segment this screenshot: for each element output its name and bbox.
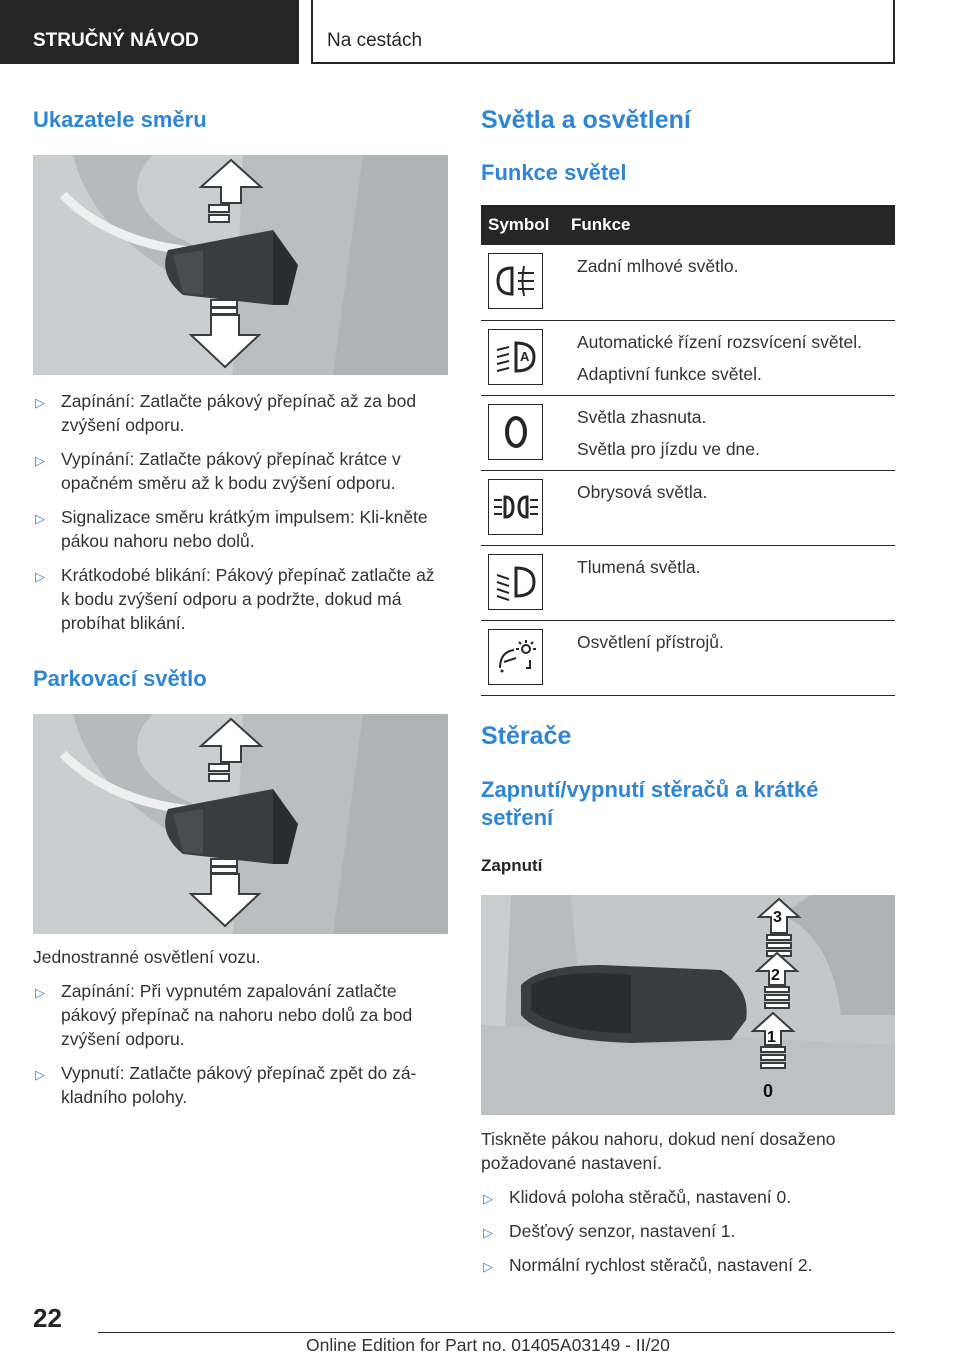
wiper-settings-list bbox=[481, 1185, 895, 1277]
triangle-bullet-icon: ▷ bbox=[35, 1067, 45, 1082]
table-row bbox=[481, 245, 895, 320]
list-item: ▷ Normální rychlost stěračů, nastavení 2. bbox=[481, 1253, 895, 1277]
footer-edition: Online Edition for Part no. 01405A03149 - II/20 bbox=[306, 1335, 670, 1355]
turn-signal-illustration bbox=[33, 155, 448, 375]
function-text: Obrysová světla. bbox=[577, 481, 708, 502]
function-text: Zadní mlhové světlo. bbox=[577, 256, 739, 276]
list-item: ▷ Signalizace směru krátkým impulsem: Kli‐kněte pákou nahoru nebo dolů. bbox=[35, 507, 428, 551]
list-item: ▷ Zapínání: Zatlačte pákový přepínač až za bod zvýšení odporu. bbox=[35, 391, 417, 435]
light-functions-heading: Funkce světel bbox=[481, 160, 627, 185]
wipers-subheading: Zapnutí/vypnutí stěračů a krátké setření bbox=[481, 776, 819, 830]
column-header-symbol: Symbol bbox=[481, 205, 571, 245]
lights-off-icon bbox=[488, 404, 543, 460]
switch-on-intro: Tiskněte pákou nahoru, dokud není dosaženo požadované nastavení. bbox=[481, 1128, 836, 1173]
turn-signal-list bbox=[33, 389, 448, 635]
triangle-bullet-icon: ▷ bbox=[483, 1190, 493, 1206]
function-text: Automatické řízení rozsvícení světel. bbox=[577, 331, 862, 352]
table-row bbox=[481, 545, 895, 620]
parking-light-list bbox=[33, 979, 448, 1109]
turn-signals-heading: Ukazatele směru bbox=[33, 107, 207, 132]
low-beam-icon bbox=[488, 554, 543, 610]
function-text: Světla zhasnuta. bbox=[577, 406, 707, 427]
auto-headlight-icon bbox=[488, 329, 543, 385]
triangle-bullet-icon: ▷ bbox=[35, 395, 45, 410]
wiper-level-label-0: 0 bbox=[763, 1080, 774, 1101]
lights-heading: Světla a osvětlení bbox=[481, 106, 691, 134]
rear-fog-light-icon bbox=[488, 253, 543, 309]
function-text: Adaptivní funkce světel. bbox=[577, 363, 762, 384]
parking-light-heading: Parkovací světlo bbox=[33, 666, 207, 691]
triangle-bullet-icon: ▷ bbox=[483, 1258, 493, 1274]
footer-divider bbox=[98, 1332, 895, 1333]
list-item: ▷ Zapínání: Při vypnutém zapalování zatlačte pákový přepínač na nahoru nebo dolů za bod zvýšení odporu. bbox=[35, 981, 413, 1049]
table-row bbox=[481, 620, 895, 695]
table-row bbox=[481, 470, 895, 545]
parking-light-illustration bbox=[33, 714, 448, 934]
triangle-bullet-icon: ▷ bbox=[35, 511, 45, 526]
triangle-bullet-icon: ▷ bbox=[35, 569, 45, 584]
triangle-bullet-icon: ▷ bbox=[35, 453, 45, 468]
instrument-lighting-icon bbox=[488, 629, 543, 685]
light-functions-table bbox=[481, 205, 895, 696]
list-item: ▷ Vypnutí: Zatlačte pákový přepínač zpět do zá‐kladního polohy. bbox=[35, 1063, 417, 1107]
triangle-bullet-icon: ▷ bbox=[35, 985, 45, 1000]
function-text: Světla pro jízdu ve dne. bbox=[577, 438, 760, 459]
list-item: ▷ Klidová poloha stěračů, nastavení 0. bbox=[481, 1185, 895, 1209]
list-item: ▷ Krátkodobé blikání: Pákový přepínač zatlačte až k bodu zvýšení odporu a podržte, dokud má probíhat blikání. bbox=[35, 565, 435, 633]
page-number: 22 bbox=[33, 1303, 62, 1333]
table-row bbox=[481, 320, 895, 395]
wiper-level-label-2: 2 bbox=[771, 966, 780, 984]
chapter-tab: Na cestách bbox=[311, 0, 895, 64]
list-item: ▷ Vypínání: Zatlačte pákový přepínač krátce v opačném směru až k bodu zvýšení odporu. bbox=[35, 449, 401, 493]
table-row bbox=[481, 395, 895, 470]
wiper-level-label-1: 1 bbox=[767, 1028, 776, 1046]
parking-intro: Jednostranné osvětlení vozu. bbox=[33, 947, 261, 967]
triangle-bullet-icon: ▷ bbox=[483, 1224, 493, 1240]
svg-text:A: A bbox=[519, 348, 529, 364]
wiper-illustration bbox=[481, 895, 895, 1115]
right-column bbox=[481, 100, 895, 1287]
wipers-heading: Stěrače bbox=[481, 721, 572, 750]
column-header-function: Funkce bbox=[571, 205, 895, 245]
list-item: ▷ Dešťový senzor, nastavení 1. bbox=[481, 1219, 895, 1243]
switch-on-heading: Zapnutí bbox=[481, 855, 543, 875]
left-column bbox=[33, 100, 448, 1119]
parking-lights-icon bbox=[488, 479, 543, 535]
function-text: Tlumená světla. bbox=[577, 556, 701, 577]
function-text: Osvětlení přístrojů. bbox=[577, 631, 724, 652]
section-tab: STRUČNÝ NÁVOD bbox=[0, 0, 299, 64]
wiper-level-label-3: 3 bbox=[773, 908, 782, 926]
